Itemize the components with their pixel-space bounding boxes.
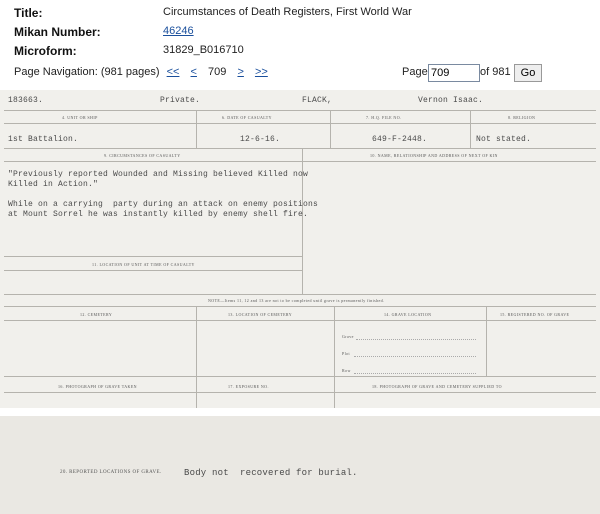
header-file: 7. H.Q. FILE NO. <box>366 115 402 120</box>
card-separator <box>0 408 600 416</box>
header-circumstances: 9. CIRCUMSTANCES OF CASUALTY <box>104 153 181 158</box>
grave-field-line <box>356 339 476 340</box>
header-location-unit: 11. LOCATION OF UNIT AT TIME OF CASUALTY <box>92 262 195 267</box>
title-label: Title: <box>14 6 43 20</box>
header-date: 6. DATE OF CASUALTY <box>222 115 272 120</box>
next-page-link[interactable]: > <box>237 66 244 78</box>
mikan-label: Mikan Number: <box>14 25 101 39</box>
last-page-link[interactable]: >> <box>254 66 268 78</box>
title-value: Circumstances of Death Registers, First World War <box>163 6 412 18</box>
mikan-link[interactable]: 46246 <box>163 25 194 37</box>
rule <box>4 256 302 257</box>
reported-locations-text: Body not recovered for burial. <box>184 468 358 478</box>
scanned-card-lower <box>0 416 600 514</box>
header-grave-location: 14. GRAVE LOCATION <box>384 312 432 317</box>
rule <box>4 110 596 111</box>
unit-value: 1st Battalion. <box>8 135 79 144</box>
rule <box>4 376 596 377</box>
date-value: 12-6-16. <box>240 135 281 144</box>
rule <box>4 294 596 295</box>
circumstances-text: "Previously reported Wounded and Missing believed Killed now Killed in Action." While on a carrying party during an attack on enemy positions at Mount Sorrel he was instantly killed by enemy shell fire. <box>8 170 319 219</box>
scanned-card-image <box>0 90 600 408</box>
page-label: Page <box>402 66 428 78</box>
header-cemetery: 12. CEMETERY <box>80 312 113 317</box>
given-names: Vernon Isaac. <box>418 96 484 105</box>
page-navigation <box>14 66 276 78</box>
rule <box>470 110 471 148</box>
grave-field-label: Grave <box>342 334 354 339</box>
religion-value: Not stated. <box>476 135 532 144</box>
microform-label: Microform: <box>14 44 77 58</box>
rule <box>4 320 596 321</box>
header-religion: 8. RELIGION <box>508 115 536 120</box>
page-number-input[interactable] <box>428 64 480 82</box>
rule <box>4 161 596 162</box>
rule <box>4 270 302 271</box>
file-value: 649-F-2448. <box>372 135 428 144</box>
go-button[interactable]: Go <box>514 64 542 82</box>
rule <box>4 392 596 393</box>
microform-value: 31829_B016710 <box>163 44 244 56</box>
header-photo-grave: 16. PHOTOGRAPH OF GRAVE TAKEN <box>58 384 137 389</box>
header-next-of-kin: 10. NAME, RELATIONSHIP AND ADDRESS OF NEXT OF KIN <box>370 153 498 158</box>
plot-field-line <box>354 356 476 357</box>
note-text: NOTE—Items 11, 12 and 13 are not to be completed until grave is permanently finished. <box>208 298 385 303</box>
record-metadata <box>0 0 600 90</box>
row-field-line <box>354 373 476 374</box>
header-unit: 4. UNIT OR SHIP <box>62 115 98 120</box>
rule <box>330 110 331 148</box>
regimental-number: 183663. <box>8 96 44 105</box>
previous-page-link[interactable]: < <box>190 66 197 78</box>
rank: Private. <box>160 96 201 105</box>
rule <box>486 306 487 376</box>
header-cemetery-location: 13. LOCATION OF CEMETERY <box>228 312 293 317</box>
header-registered-no: 15. REGISTERED NO. OF GRAVE <box>500 312 570 317</box>
page-navigation-label: Page Navigation: (981 pages) <box>14 66 160 78</box>
reported-locations-label: 20. REPORTED LOCATIONS OF GRAVE. <box>60 470 162 475</box>
surname: FLACK, <box>302 96 333 105</box>
header-photo-supplied: 18. PHOTOGRAPH OF GRAVE AND CEMETERY SUPPLIED TO <box>372 384 502 389</box>
current-page-number: 709 <box>208 66 227 78</box>
header-exposure: 17. EXPOSURE NO. <box>228 384 269 389</box>
rule <box>4 123 596 124</box>
rule <box>196 110 197 148</box>
plot-field-label: Plot <box>342 351 351 356</box>
first-page-link[interactable]: << <box>166 66 180 78</box>
page-count-label: of 981 <box>480 66 511 78</box>
rule <box>4 306 596 307</box>
row-field-label: Row <box>342 368 351 373</box>
rule <box>4 148 596 149</box>
